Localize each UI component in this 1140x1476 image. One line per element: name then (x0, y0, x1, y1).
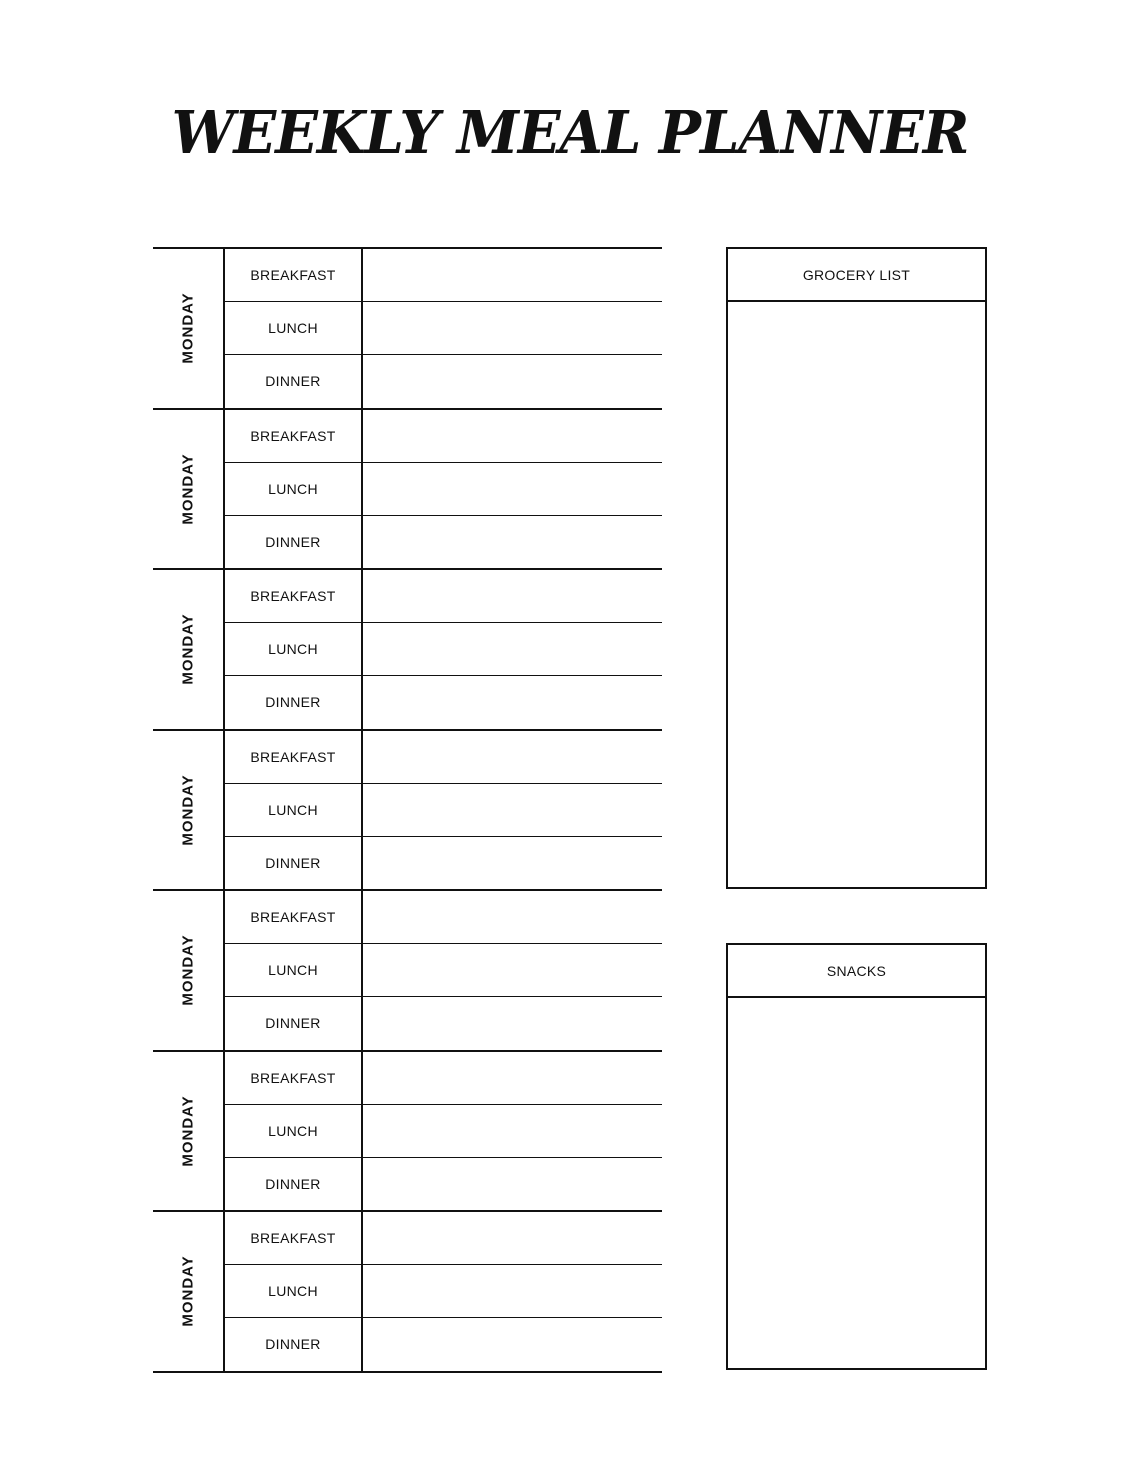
day-block (153, 410, 662, 571)
meal-entry-field[interactable] (363, 302, 662, 354)
meal-row (223, 249, 662, 302)
day-label-cell (153, 731, 223, 890)
day-block (153, 731, 662, 892)
meal-row (223, 410, 662, 463)
meal-row (223, 1318, 662, 1370)
meal-row (223, 891, 662, 944)
meal-entry-field[interactable] (363, 944, 662, 996)
meals-column (223, 731, 662, 890)
meal-name: LUNCH (223, 623, 363, 675)
meal-entry-field[interactable] (363, 1052, 662, 1104)
day-label-cell (153, 891, 223, 1050)
meal-name: BREAKFAST (223, 891, 363, 943)
meal-row (223, 355, 662, 407)
meal-name: LUNCH (223, 1105, 363, 1157)
meal-row (223, 784, 662, 837)
day-block (153, 570, 662, 731)
meal-row (223, 1212, 662, 1265)
grocery-list-box (726, 247, 987, 889)
meal-entry-field[interactable] (363, 1212, 662, 1264)
meal-entry-field[interactable] (363, 355, 662, 407)
meal-entry-field[interactable] (363, 1318, 662, 1370)
meal-name: DINNER (223, 837, 363, 889)
day-label-cell (153, 249, 223, 408)
meal-row (223, 516, 662, 568)
meal-name: DINNER (223, 676, 363, 728)
meal-entry-field[interactable] (363, 1158, 662, 1210)
day-label-cell (153, 1052, 223, 1211)
day-label: MONDAY (179, 934, 197, 1006)
meal-entry-field[interactable] (363, 891, 662, 943)
meal-entry-field[interactable] (363, 784, 662, 836)
meal-row (223, 1105, 662, 1158)
meal-row (223, 1158, 662, 1210)
meal-name: DINNER (223, 355, 363, 407)
meal-name: DINNER (223, 1318, 363, 1370)
day-label: MONDAY (179, 613, 197, 685)
day-block (153, 891, 662, 1052)
meal-row (223, 463, 662, 516)
day-label: MONDAY (179, 1255, 197, 1327)
meal-name: DINNER (223, 516, 363, 568)
meal-name: LUNCH (223, 463, 363, 515)
day-block (153, 1212, 662, 1373)
meal-name: BREAKFAST (223, 1052, 363, 1104)
meal-row (223, 302, 662, 355)
day-label: MONDAY (179, 1095, 197, 1167)
meal-name: LUNCH (223, 944, 363, 996)
meal-row (223, 731, 662, 784)
meal-name: DINNER (223, 1158, 363, 1210)
meals-column (223, 249, 662, 408)
meal-row (223, 837, 662, 889)
meal-row (223, 997, 662, 1049)
meal-name: LUNCH (223, 784, 363, 836)
meal-row (223, 570, 662, 623)
meal-entry-field[interactable] (363, 623, 662, 675)
day-label: MONDAY (179, 453, 197, 525)
meal-name: LUNCH (223, 302, 363, 354)
meal-entry-field[interactable] (363, 570, 662, 622)
day-block (153, 1052, 662, 1213)
meals-column (223, 1212, 662, 1371)
day-label-cell (153, 570, 223, 729)
meal-entry-field[interactable] (363, 410, 662, 462)
meals-column (223, 891, 662, 1050)
meal-entry-field[interactable] (363, 463, 662, 515)
day-label-cell (153, 410, 223, 569)
day-block (153, 249, 662, 410)
meal-name: BREAKFAST (223, 410, 363, 462)
day-label: MONDAY (179, 774, 197, 846)
page-title: WEEKLY MEAL PLANNER (171, 98, 969, 168)
meal-row (223, 676, 662, 728)
meal-entry-field[interactable] (363, 997, 662, 1049)
meal-name: BREAKFAST (223, 1212, 363, 1264)
snacks-header: SNACKS (728, 945, 985, 998)
meal-row (223, 1052, 662, 1105)
meals-column (223, 570, 662, 729)
meal-name: BREAKFAST (223, 731, 363, 783)
meal-entry-field[interactable] (363, 837, 662, 889)
day-label-cell (153, 1212, 223, 1371)
meal-name: BREAKFAST (223, 249, 363, 301)
meal-entry-field[interactable] (363, 1265, 662, 1317)
meal-row (223, 1265, 662, 1318)
grocery-list-header: GROCERY LIST (728, 249, 985, 302)
meal-row (223, 944, 662, 997)
meal-entry-field[interactable] (363, 516, 662, 568)
meal-name: BREAKFAST (223, 570, 363, 622)
week-table (153, 247, 662, 1373)
meal-entry-field[interactable] (363, 1105, 662, 1157)
meal-row (223, 623, 662, 676)
meal-entry-field[interactable] (363, 676, 662, 728)
meal-name: DINNER (223, 997, 363, 1049)
meal-entry-field[interactable] (363, 249, 662, 301)
day-label: MONDAY (179, 292, 197, 364)
snacks-box (726, 943, 987, 1370)
meal-entry-field[interactable] (363, 731, 662, 783)
meal-name: LUNCH (223, 1265, 363, 1317)
meals-column (223, 1052, 662, 1211)
meals-column (223, 410, 662, 569)
